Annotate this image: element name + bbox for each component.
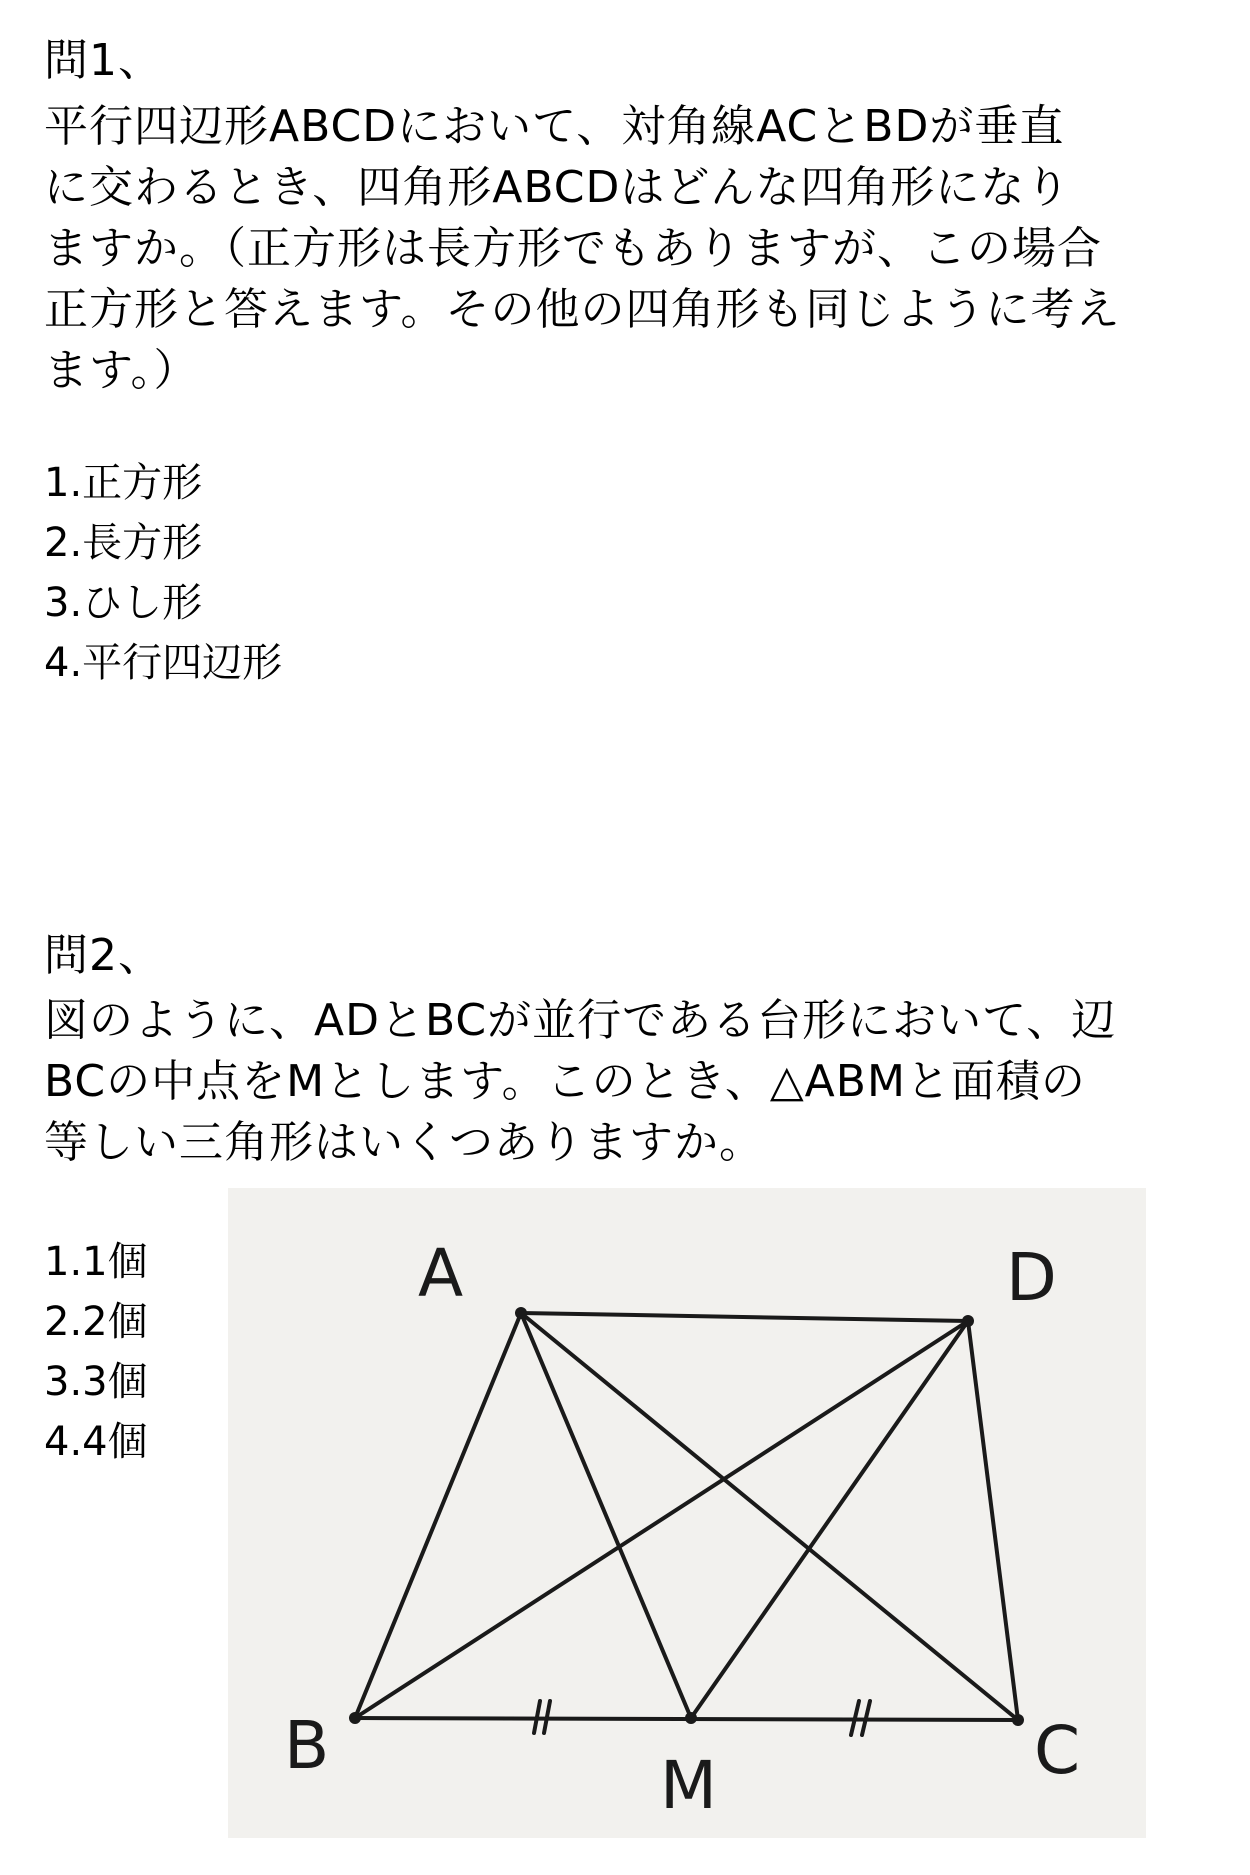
- label-c: C: [1034, 1712, 1081, 1789]
- question-2-option-1[interactable]: 1.1個: [44, 1239, 148, 1285]
- question-2-text: [44, 990, 1116, 1173]
- segment-ac: [521, 1313, 1018, 1720]
- label-b: B: [284, 1707, 330, 1784]
- question-1-option-3[interactable]: 3.ひし形: [44, 580, 203, 626]
- question-2-title: 問2、: [44, 930, 163, 981]
- question-1-title: 問1、: [44, 35, 163, 86]
- label-d: D: [1006, 1239, 1057, 1316]
- question-1-option-2[interactable]: 2.長方形: [44, 520, 203, 566]
- question-1-options: [44, 453, 282, 693]
- label-m: M: [660, 1747, 717, 1824]
- question-1-option-1[interactable]: 1.正方形: [44, 460, 203, 506]
- question-2-option-4[interactable]: 4.4個: [44, 1419, 148, 1465]
- question-1-text: [44, 96, 1120, 401]
- question-2-options: [44, 1232, 148, 1472]
- question-2-option-3[interactable]: 3.3個: [44, 1359, 148, 1405]
- side-ab: [355, 1313, 521, 1718]
- point-d: [962, 1315, 974, 1327]
- point-a: [515, 1307, 527, 1319]
- trapezoid-figure: [228, 1188, 1146, 1838]
- question-1-line: ますか。（正方形は長方形でもありますが、この場合: [44, 223, 1102, 274]
- point-c: [1012, 1714, 1024, 1726]
- segment-db: [355, 1321, 968, 1718]
- question-1-line: ます。）: [44, 345, 199, 396]
- question-1-line: に交わるとき、四角形ABCDはどんな四角形になり: [44, 162, 1071, 213]
- label-a: A: [418, 1235, 464, 1312]
- question-2-line: BCの中点をMとします。このとき、△ABMと面積の: [44, 1056, 1086, 1107]
- trapezoid-diagram: [228, 1188, 1146, 1838]
- segment-dm: [691, 1321, 968, 1718]
- question-1-line: 平行四辺形ABCDにおいて、対角線ACとBDが垂直: [44, 101, 1065, 152]
- question-1-option-4[interactable]: 4.平行四辺形: [44, 640, 283, 686]
- point-b: [349, 1712, 361, 1724]
- side-dc: [968, 1321, 1018, 1720]
- question-2-line: 等しい三角形はいくつありますか。: [44, 1117, 764, 1168]
- point-m: [685, 1712, 697, 1724]
- question-2-option-2[interactable]: 2.2個: [44, 1299, 148, 1345]
- side-ad: [521, 1313, 968, 1321]
- question-2-line: 図のように、ADとBCが並行である台形において、辺: [44, 995, 1117, 1046]
- question-1-line: 正方形と答えます。その他の四角形も同じように考え: [44, 284, 1121, 335]
